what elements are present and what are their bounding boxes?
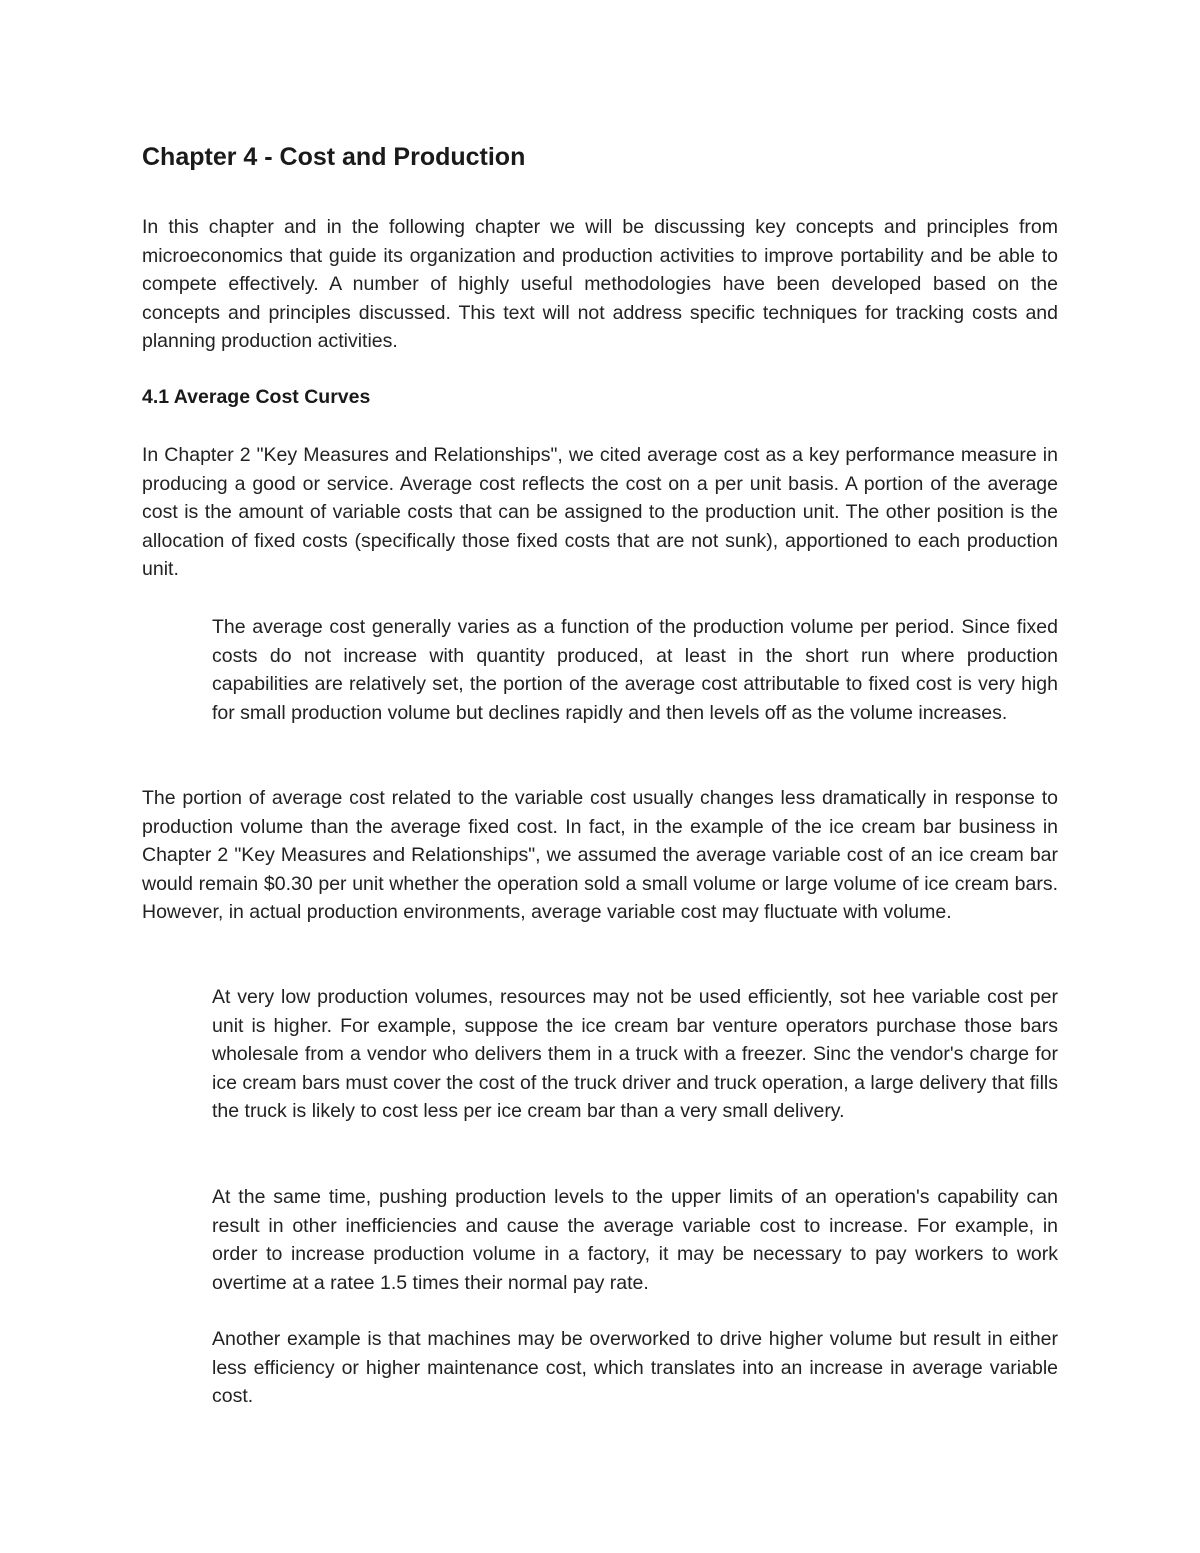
intro-paragraph: In this chapter and in the following chapter we will be discussing key concepts and principles from microeconomics that guide its organization and production activities to improve portability and be able to compete effectively. A number of highly useful methodologies have been developed based on the concepts and principles discussed. This text will not address specific techniques for tracking costs and planning production activities. — [142, 216, 1058, 353]
body-paragraph: The portion of average cost related to the variable cost usually changes less dramatically in response to production volume than the average fixed cost. In fact, in the example of the ice cream bar business in Chapter 2 "Key Measures and Relationships", we assumed the average variable cost of an ice cream bar would remain $0.30 per unit whether the operation sold a small volume or large volume of ice cream bars. However, in actual production environments, average variable cost may fluctuate with volume. — [142, 787, 1058, 924]
section-heading: 4.1 Average Cost Curves — [142, 386, 371, 408]
indented-paragraph: At very low production volumes, resources may not be used efficiently, sot hee variable cost per unit is higher. For example, suppose the ice cream bar venture operators purchase those bars wholesale from a vendor who delivers them in a truck with a freezer. Sinc the vendor's charge for ice cream bars must cover the cost of the truck driver and truck operation, a large delivery that fills the truck is likely to cost less per ice cream bar than a very small delivery. — [212, 986, 1058, 1123]
indented-paragraph: The average cost generally varies as a function of the production volume per period. Since fixed costs do not increase with quantity produced, at least in the short run where production capabilities are relatively set, the portion of the average cost attributable to fixed cost is very high for small production volume but declines rapidly and then levels off as the volume increases. — [212, 616, 1058, 724]
indented-paragraph: Another example is that machines may be overworked to drive higher volume but result in either less efficiency or higher maintenance cost, which translates into an increase in average variable cost. — [212, 1328, 1058, 1408]
indented-paragraph: At the same time, pushing production levels to the upper limits of an operation's capability can result in other inefficiencies and cause the average variable cost to increase. For example, in order to increase production volume in a factory, it may be necessary to pay workers to work overtime at a ratee 1.5 times their normal pay rate. — [212, 1186, 1058, 1294]
body-paragraph: In Chapter 2 "Key Measures and Relationships", we cited average cost as a key performance measure in producing a good or service. Average cost reflects the cost on a per unit basis. A portion of the average cost is the amount of variable costs that can be assigned to the production unit. The other position is the allocation of fixed costs (specifically those fixed costs that are not sunk), apportioned to each production unit. — [142, 444, 1058, 581]
chapter-title: Chapter 4 - Cost and Production — [142, 143, 526, 171]
